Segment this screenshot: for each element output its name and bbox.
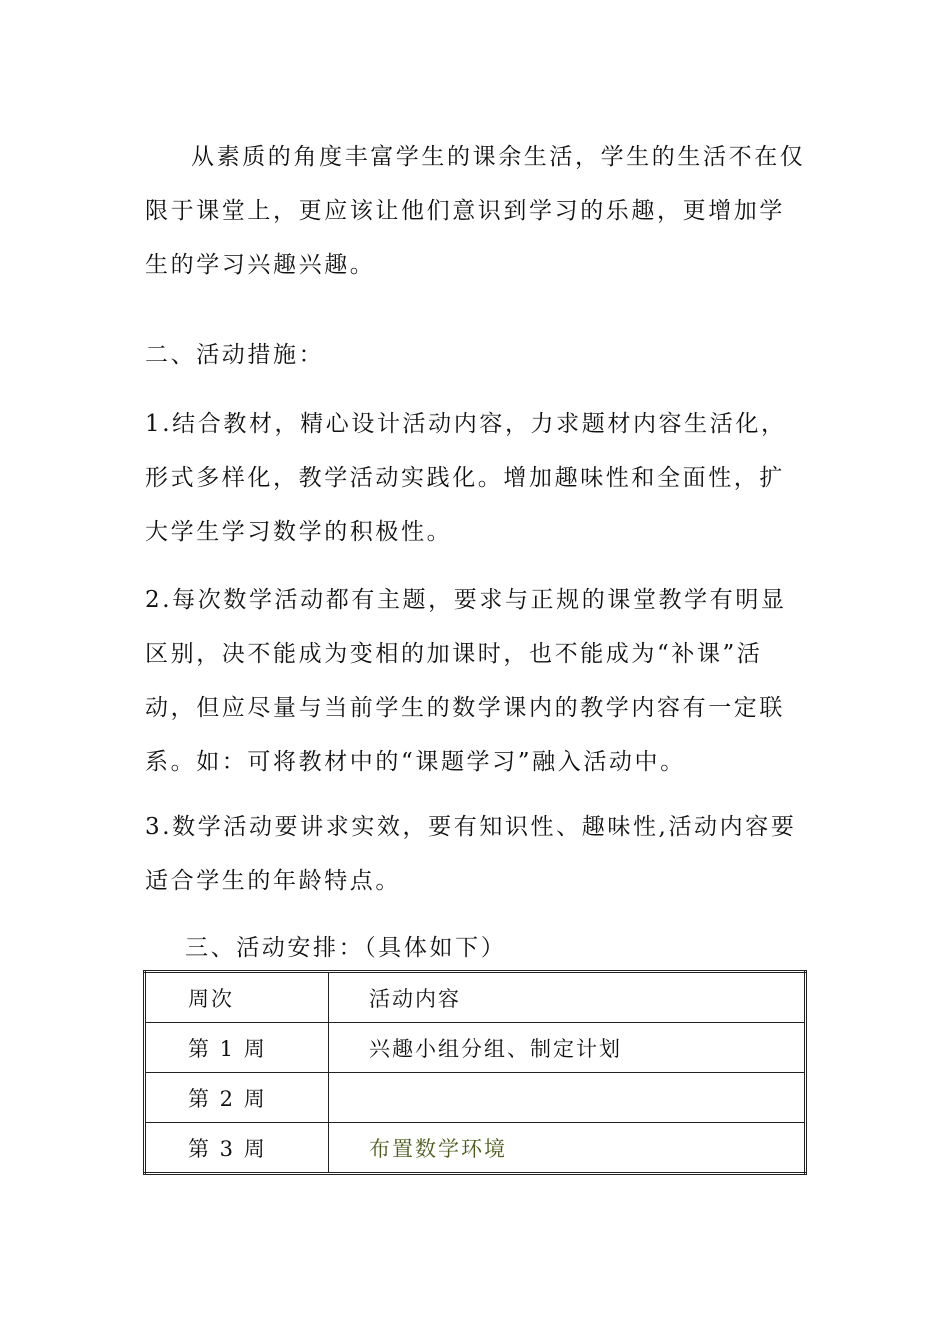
table-row bbox=[145, 1123, 806, 1174]
table-header-row bbox=[145, 972, 806, 1023]
intro-paragraph: 从素质的角度丰富学生的课余生活，学生的生活不在仅限于课堂上，更应该让他们意识到学习的乐趣，更增加学生的学习兴趣兴趣。 bbox=[145, 144, 806, 278]
table-cell-content: 兴趣小组分组、制定计划 bbox=[329, 1023, 806, 1073]
measure-item-1: 1.结合教材，精心设计活动内容，力求题材内容生活化，形式多样化，教学活动实践化。增加趣味性和全面性，扩大学生学习数学的积极性。 bbox=[145, 411, 787, 545]
section-heading-schedule: 三、活动安排：（具体如下） bbox=[185, 935, 507, 961]
table-cell-week: 第 2 周 bbox=[145, 1073, 329, 1123]
measure-item-3: 3.数学活动要讲求实效，要有知识性、趣味性,活动内容要适合学生的年龄特点。 bbox=[145, 814, 797, 894]
table-row bbox=[145, 1073, 806, 1123]
section-heading-measures: 二、活动措施： bbox=[145, 342, 325, 368]
table-header-content: 活动内容 bbox=[329, 972, 806, 1023]
table-header-week: 周次 bbox=[145, 972, 329, 1023]
measure-item-2: 2.每次数学活动都有主题，要求与正规的课堂教学有明显区别，决不能成为变相的加课时，也不能成为“补课”活动，但应尽量与当前学生的数学课内的教学内容有一定联系。如：可将教材中的“课题学习”融入活动中。 bbox=[145, 587, 787, 775]
table-cell-content-highlighted: 布置数学环境 bbox=[329, 1123, 806, 1174]
table-cell-week: 第 1 周 bbox=[145, 1023, 329, 1073]
schedule-table bbox=[143, 970, 807, 1175]
table-cell-content bbox=[329, 1073, 806, 1123]
table-cell-week: 第 3 周 bbox=[145, 1123, 329, 1174]
table-row bbox=[145, 1023, 806, 1073]
